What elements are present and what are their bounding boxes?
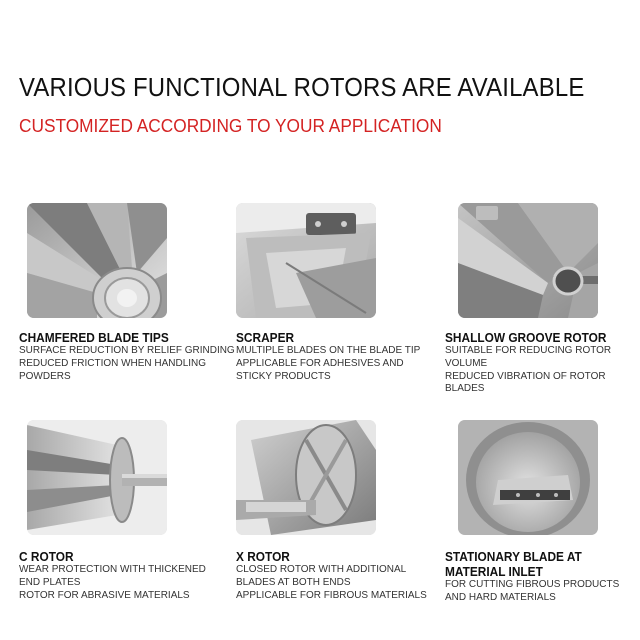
rotor-desc-c-rotor xyxy=(19,564,206,602)
rotor-desc-stationary-blade xyxy=(445,579,619,605)
rotor-name-c-rotor: C ROTOR xyxy=(19,550,74,564)
desc-line: REDUCED FRICTION WHEN HANDLING xyxy=(19,357,207,369)
desc-line: SUITABLE FOR REDUCING ROTOR xyxy=(445,345,612,356)
desc-line: REDUCED VIBRATION OF ROTOR xyxy=(445,370,606,382)
rotor-desc-scraper xyxy=(236,345,420,383)
desc-line: BLADES AT BOTH ENDS xyxy=(236,576,351,588)
scraper-rotor-illustration xyxy=(236,203,376,318)
desc-line: BLADES xyxy=(445,383,485,395)
c-rotor-illustration xyxy=(27,420,167,535)
desc-line: APPLICABLE FOR ADHESIVES AND xyxy=(236,357,404,369)
shallow-groove-rotor-photo xyxy=(458,203,598,318)
desc-line: ROTOR FOR ABRASIVE MATERIALS xyxy=(19,589,190,601)
rotor-name-chamfered: CHAMFERED BLADE TIPS xyxy=(19,331,169,345)
rotor-name-stationary-blade xyxy=(445,550,582,580)
shallow-groove-rotor-illustration xyxy=(458,203,598,318)
chamfered-blade-tips-photo xyxy=(27,203,167,318)
rotor-desc-x-rotor xyxy=(236,564,427,602)
name-line: MATERIAL INLET xyxy=(445,565,543,579)
desc-line: SURFACE REDUCTION BY RELIEF GRINDING xyxy=(19,345,235,356)
rotor-name-x-rotor: X ROTOR xyxy=(236,550,290,564)
desc-line: APPLICABLE FOR FIBROUS MATERIALS xyxy=(236,589,427,601)
name-line: STATIONARY BLADE AT xyxy=(445,550,582,564)
page-title: VARIOUS FUNCTIONAL ROTORS ARE AVAILABLE xyxy=(19,72,585,102)
rotor-name-scraper: SCRAPER xyxy=(236,331,295,345)
desc-line: AND HARD MATERIALS xyxy=(445,591,556,603)
x-rotor-illustration xyxy=(236,420,376,535)
rotor-desc-shallow-groove xyxy=(445,345,611,396)
x-rotor-photo xyxy=(236,420,376,535)
desc-line: CLOSED ROTOR WITH ADDITIONAL xyxy=(236,564,407,575)
desc-line: VOLUME xyxy=(445,357,488,369)
stationary-blade-illustration xyxy=(458,420,598,535)
desc-line: STICKY PRODUCTS xyxy=(236,370,331,382)
page-subtitle: CUSTOMIZED ACCORDING TO YOUR APPLICATION xyxy=(19,116,442,136)
c-rotor-photo xyxy=(27,420,167,535)
stationary-blade-photo xyxy=(458,420,598,535)
desc-line: POWDERS xyxy=(19,370,71,382)
desc-line: MULTIPLE BLADES ON THE BLADE TIP xyxy=(236,345,421,356)
rotor-name-shallow-groove: SHALLOW GROOVE ROTOR xyxy=(445,331,607,345)
desc-line: FOR CUTTING FIBROUS PRODUCTS xyxy=(445,579,620,590)
desc-line: WEAR PROTECTION WITH THICKENED xyxy=(19,564,206,575)
desc-line: END PLATES xyxy=(19,576,81,588)
rotor-desc-chamfered xyxy=(19,345,235,383)
chamfered-rotor-illustration xyxy=(27,203,167,318)
scraper-photo xyxy=(236,203,376,318)
